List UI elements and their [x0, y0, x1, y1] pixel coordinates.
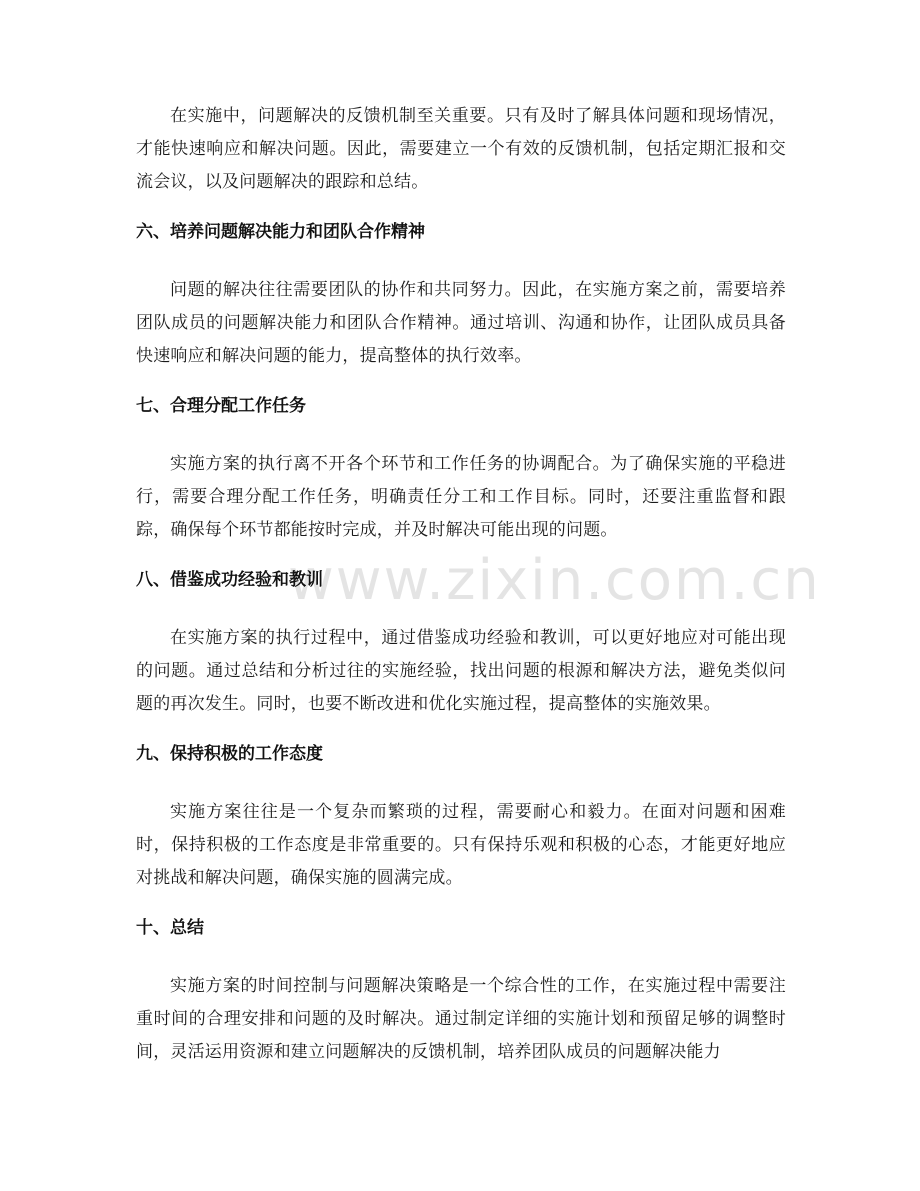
paragraph-positive-attitude: 实施方案往往是一个复杂而繁琐的过程，需要耐心和毅力。在面对问题和困难时，保持积极的工作态度是非常重要的。只有保持乐观和积极的心态，才能更好地应对挑战和解决问题，确保实施的圆满完成。: [136, 802, 786, 888]
paragraph-lessons-learned: 在实施方案的执行过程中，通过借鉴成功经验和教训，可以更好地应对可能出现的问题。通过总结和分析过往的实施经验，找出问题的根源和解决方法，避免类似问题的再次发生。同时，也要不断改进和优化实施过程，提高整体的实施效果。: [136, 628, 786, 714]
watermark: www.zixin.com.cn: [288, 548, 821, 613]
section-heading-8: 八、借鉴成功经验和教训: [136, 570, 323, 590]
paragraph-task-allocation: 实施方案的执行离不开各个环节和工作任务的协调配合。为了确保实施的平稳进行，需要合理分配工作任务，明确责任分工和工作目标。同时，还要注重监督和跟踪，确保每个环节都能按时完成，并及时解决可能出现的问题。: [136, 454, 786, 540]
paragraph-feedback-mechanism: 在实施中，问题解决的反馈机制至关重要。只有及时了解具体问题和现场情况，才能快速响应和解决问题。因此，需要建立一个有效的反馈机制，包括定期汇报和交流会议，以及问题解决的跟踪和总结。: [136, 106, 786, 192]
section-heading-9: 九、保持积极的工作态度: [136, 744, 323, 764]
paragraph-teamwork: 问题的解决往往需要团队的协作和共同努力。因此，在实施方案之前，需要培养团队成员的问题解决能力和团队合作精神。通过培训、沟通和协作，让团队成员具备快速响应和解决问题的能力，提高整体的执行效率。: [136, 280, 786, 366]
paragraph-summary: 实施方案的时间控制与问题解决策略是一个综合性的工作，在实施过程中需要注重时间的合理安排和问题的及时解决。通过制定详细的实施计划和预留足够的调整时间，灵活运用资源和建立问题解决的反馈机制，培养团队成员的问题解决能力: [136, 976, 786, 1062]
section-heading-7: 七、合理分配工作任务: [136, 396, 306, 416]
document-body: [136, 100, 786, 1090]
section-heading-10: 十、总结: [136, 918, 204, 938]
section-heading-6: 六、培养问题解决能力和团队合作精神: [136, 222, 425, 242]
